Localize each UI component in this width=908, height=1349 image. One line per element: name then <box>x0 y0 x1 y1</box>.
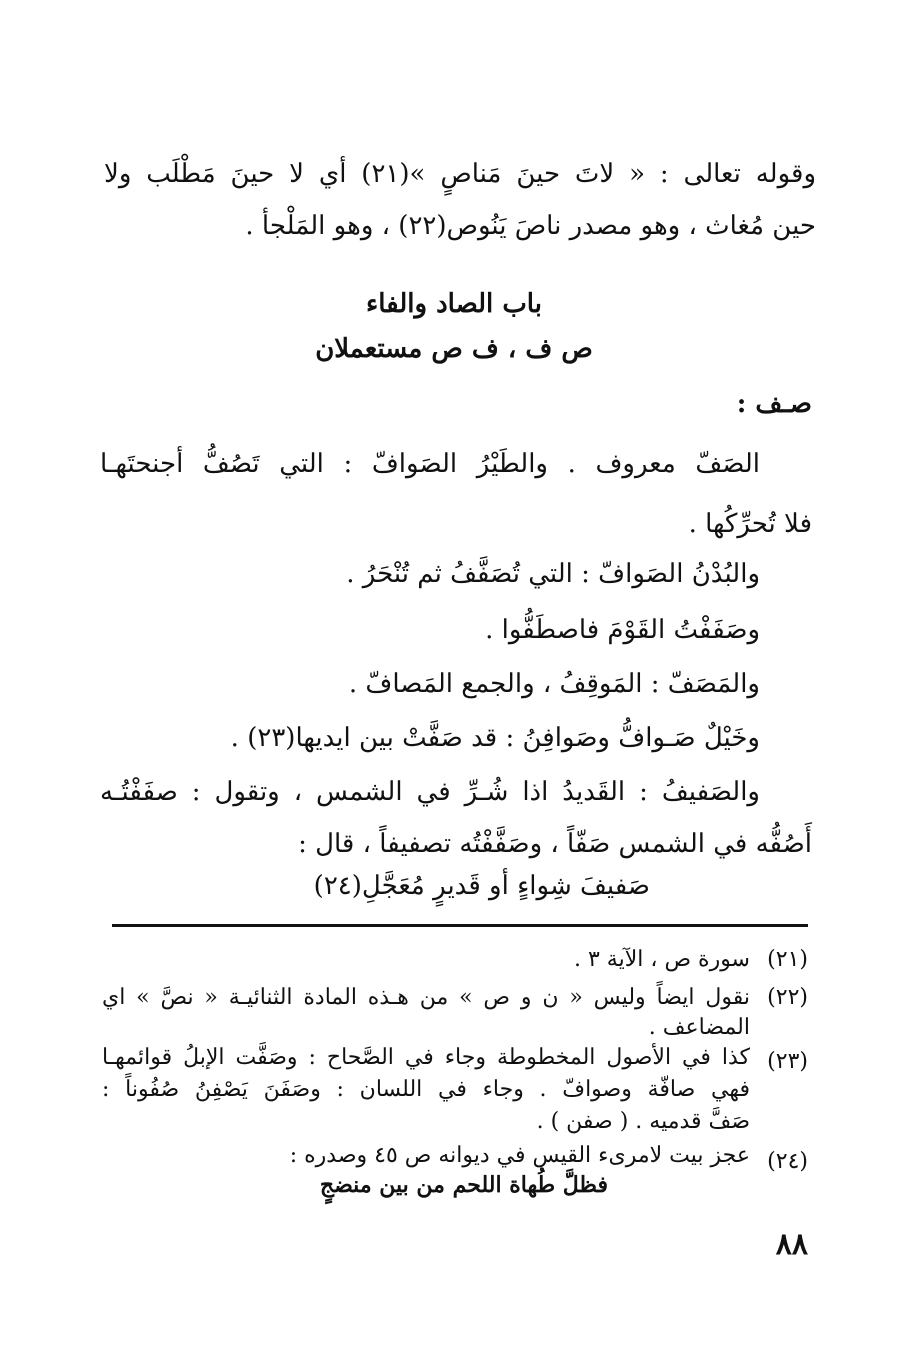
footnote-24-verse: فظلَّ طُهاة اللحم من بين منضجٍ <box>319 1172 608 1198</box>
footnote-22-line-2: المضاعف . <box>648 1015 750 1040</box>
entry-line-2: فلا تُحرِّكُها . <box>688 509 812 539</box>
chapter-subtitle: ص ف ، ف ص مستعملان <box>315 334 593 364</box>
chapter-title: باب الصاد والفاء <box>366 289 542 319</box>
footnote-23-line-2: فهي صافّة وصوافّ . وجاء في اللسان : وصَفَنَ يَصْفِنُ صُفُوناً : <box>102 1077 750 1102</box>
entry-line-5: والمَصَفّ : المَوقِفُ ، والجمع المَصافّ . <box>348 669 760 699</box>
footnote-22-num: (٢٢) <box>767 985 808 1010</box>
entry-line-3: والبُدْنُ الصَوافّ : التي تُصَفَّفُ ثم تُنْحَرُ . <box>346 559 760 589</box>
entry-line-1: الصَفّ معروف . والطَيْرُ الصَوافّ : التي تَصُفُّ أجنحتَهـا <box>100 449 760 479</box>
footnote-22-line-1: نقول ايضاً وليس « ن و ص » من هـذه المادة الثنائيـة « نصَّ » اي <box>102 985 750 1010</box>
entry-head: صـف : <box>736 389 812 419</box>
footnote-23-num: (٢٣) <box>767 1049 808 1074</box>
footnote-21-text: سورة ص ، الآية ٣ . <box>573 947 750 972</box>
footnote-24-num: (٢٤) <box>767 1149 808 1174</box>
entry-line-7: والصَفيفُ : القَديدُ اذا شُـرِّ في الشمس ، وتقول : صفَفْتُـه <box>100 777 760 807</box>
footnote-21-num: (٢١) <box>767 947 808 972</box>
page-number: ٨٨ <box>775 1227 808 1262</box>
entry-line-8: أَصُفُّه في الشمس صَفّاً ، وصَفَّفْتُه تصفيفاً ، قال : <box>298 829 812 859</box>
intro-line-1: وقوله تعالى : « لاتَ حينَ مَناصٍ »(٢١) أي لا حينَ مَطْلَب ولا <box>104 159 816 189</box>
footnote-23-line-1: كذا في الأصول المخطوطة وجاء في الصَّحاح : وصَفَّت الإبلُ قوائمهـا <box>102 1045 750 1070</box>
footnote-24-line-1: عجز بيت لامرىء القيس في ديوانه ص ٤٥ وصدره : <box>289 1143 750 1168</box>
entry-line-6: وخَيْلٌ صَـوافُّ وصَوافِنُ : قد صَفَّتْ بين ايديها(٢٣) . <box>230 723 760 753</box>
footnote-23-line-3: صَفَّ قدميه . ( صفن ) . <box>536 1109 750 1134</box>
poetry-verse: صَفيفَ شِواءٍ أو قَديرٍ مُعَجَّلِ(٢٤) <box>313 871 650 901</box>
entry-line-4: وصَفَفْتُ القَوْمَ فاصطَفُّوا . <box>485 615 760 645</box>
footnote-separator <box>112 924 808 927</box>
intro-line-2: حين مُغاث ، وهو مصدر ناصَ يَنُوص(٢٢) ، وهو المَلْجأ . <box>245 211 816 241</box>
